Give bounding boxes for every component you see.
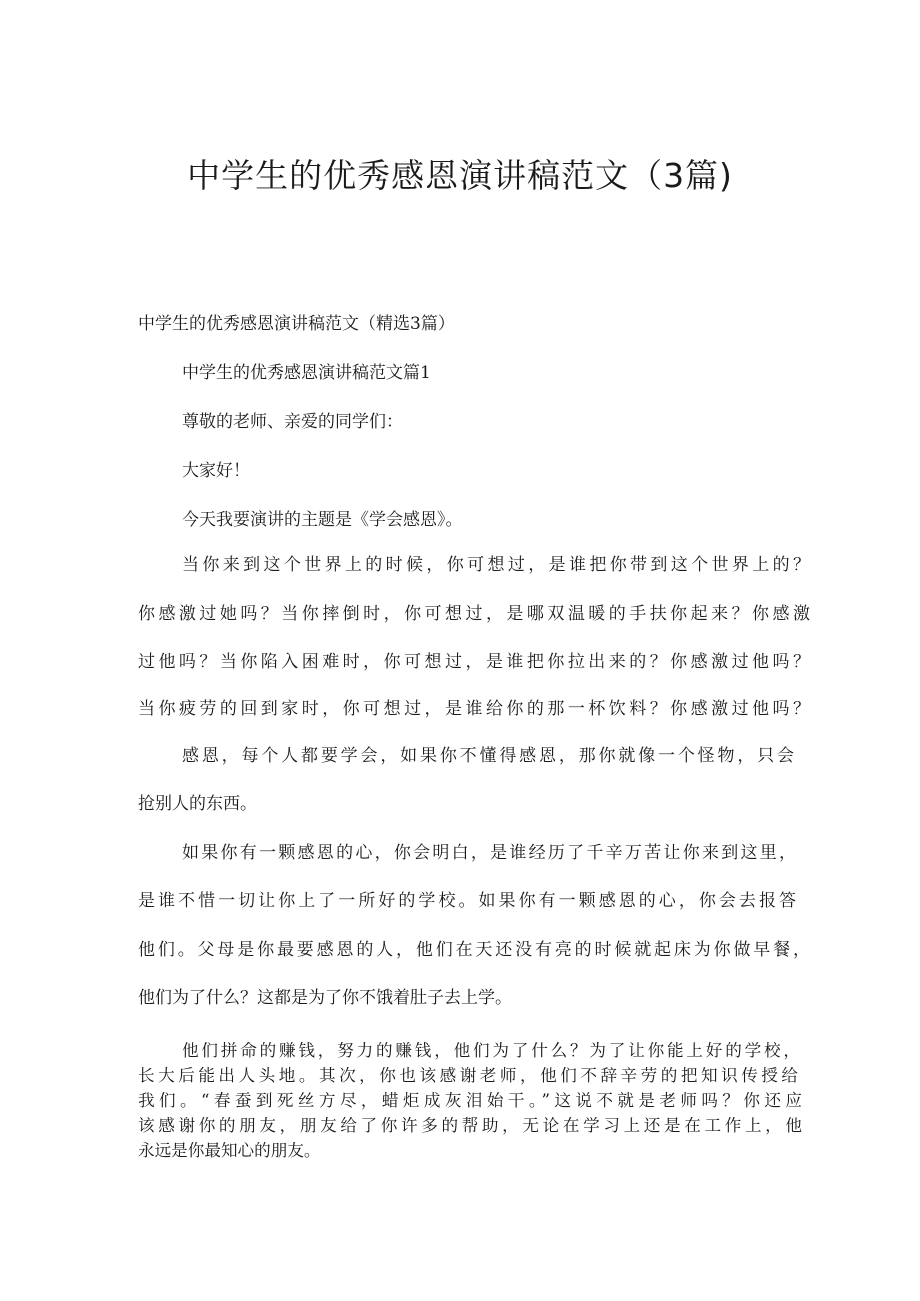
paragraph-line: 如果你有一颗感恩的心，你会明白，是谁经历了千辛万苦让你来到这里，	[182, 843, 796, 863]
paragraph-line: 长大后能出人头地。其次，你也该感谢老师，他们不辞辛劳的把知识传授给	[138, 1066, 798, 1085]
greeting: 大家好！	[182, 461, 250, 481]
document-title: 中学生的优秀感恩演讲稿范文（3篇)	[187, 156, 733, 195]
paragraph-line: 他们拼命的赚钱，努力的赚钱，他们为了什么？为了让你能上好的学校，	[182, 1041, 800, 1060]
paragraph-line: 他们。父母是你最要感恩的人，他们在天还没有亮的时候就起床为你做早餐，	[138, 940, 810, 960]
paragraph-line: 他们为了什么？这都是为了你不饿着肚子去上学。	[138, 988, 512, 1008]
paragraph-line: 该感谢你的朋友，朋友给了你许多的帮助，无论在学习上还是在工作上，他	[138, 1116, 802, 1135]
paragraph-line: 感恩，每个人都要学会，如果你不懂得感恩，那你就像一个怪物，只会	[182, 746, 794, 766]
paragraph-line: 是谁不惜一切让你上了一所好的学校。如果你有一颗感恩的心，你会去报答	[138, 891, 796, 911]
paragraph-line: 我们。“春蚕到死丝方尽，蜡炬成灰泪始干。”这说不就是老师吗？你还应	[138, 1091, 802, 1110]
salutation: 尊敬的老师、亲爱的同学们：	[182, 412, 403, 432]
subtitle-line: 中学生的优秀感恩演讲稿范文（精选3篇）	[138, 314, 455, 334]
paragraph-line: 当你疲劳的回到家时，你可想过，是谁给你的那一杯饮料？你感激过他吗？	[138, 699, 810, 719]
section-heading: 中学生的优秀感恩演讲稿范文篇1	[182, 363, 431, 383]
paragraph-line: 过他吗？当你陷入困难时，你可想过，是谁把你拉出来的？你感激过他吗？	[138, 652, 810, 672]
paragraph-line: 永远是你最知心的朋友。	[138, 1141, 321, 1160]
paragraph-line: 你感激过她吗？当你摔倒时，你可想过，是哪双温暖的手扶你起来？你感激	[138, 604, 810, 624]
paragraph-line: 当你来到这个世界上的时候，你可想过，是谁把你带到这个世界上的？	[182, 555, 810, 575]
topic-line: 今天我要演讲的主题是《学会感恩》。	[182, 510, 463, 530]
paragraph-line: 抢别人的东西。	[138, 794, 257, 814]
